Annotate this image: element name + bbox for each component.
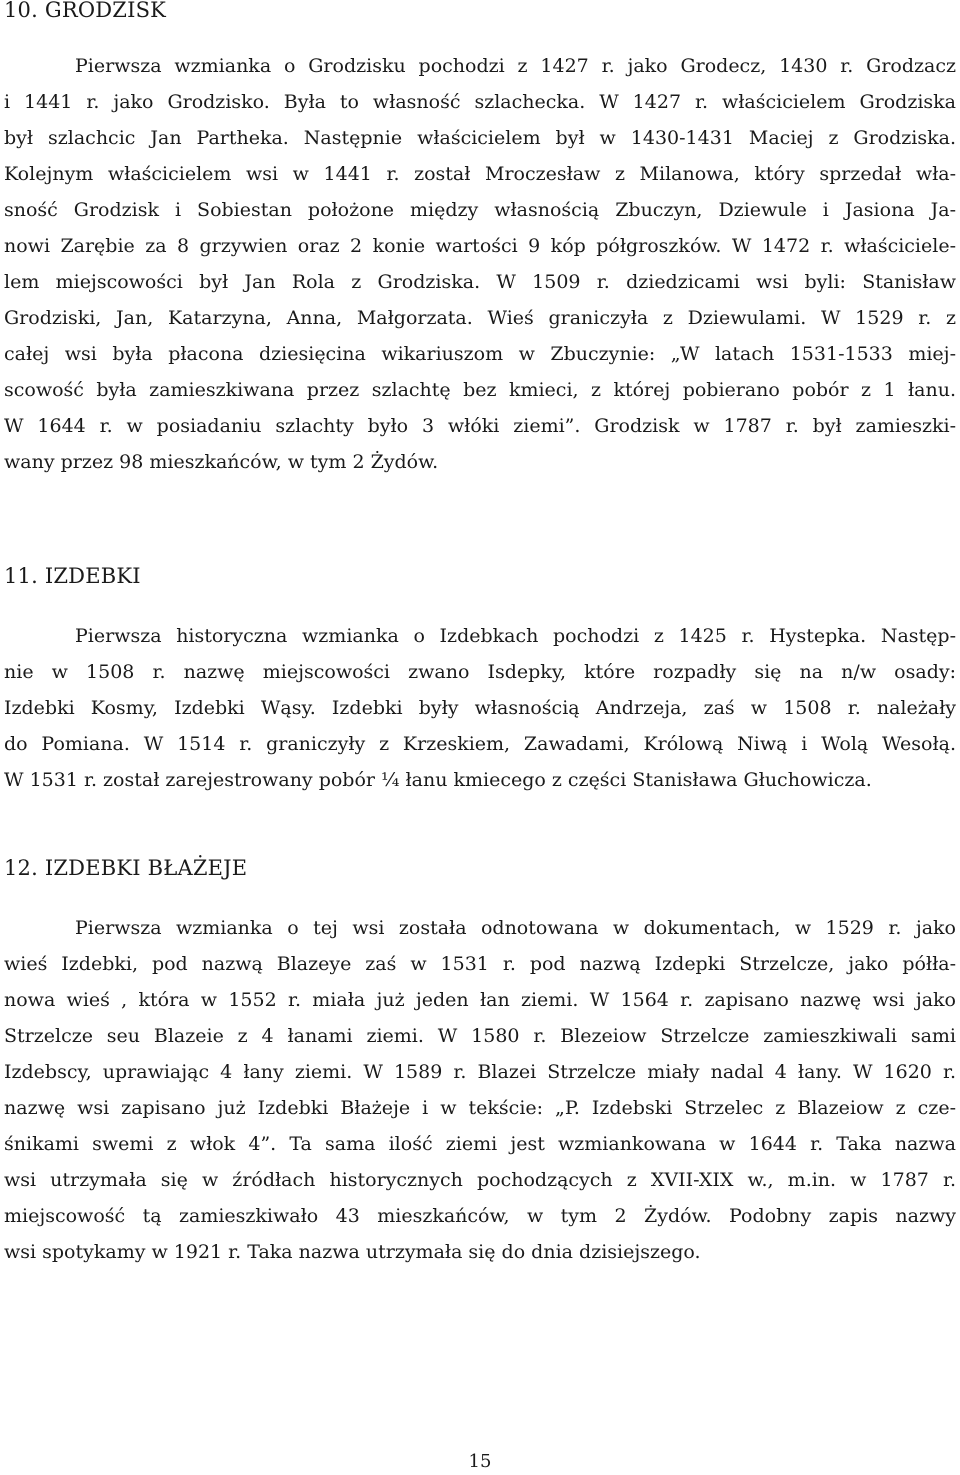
paragraph-line: scowość była zamieszkiwana przez szlachtę bez kmieci, z której pobierano pobór z 1 łanu. [4, 379, 956, 401]
paragraph-line: W 1531 r. został zarejestrowany pobór ¼ łanu kmiecego z części Stanisława Głuchowicza. [4, 769, 872, 791]
paragraph-line: Strzelcze seu Blazeie z 4 łanami ziemi. W 1580 r. Blezeiow Strzelcze zamieszkiwali sami [4, 1025, 956, 1047]
paragraph-line: miejscowość tą zamieszkiwało 43 mieszkańców, w tym 2 Żydów. Podobny zapis nazwy [4, 1205, 956, 1227]
page-number: 15 [468, 1451, 492, 1472]
paragraph-line: wieś Izdebki, pod nazwą Blazeye zaś w 1531 r. pod nazwą Izdepki Strzelcze, jako półła- [4, 953, 956, 975]
paragraph-line: Izdebki Kosmy, Izdebki Wąsy. Izdebki były własnością Andrzeja, zaś w 1508 r. należały [4, 697, 956, 719]
paragraph-line: całej wsi była płacona dziesięcina wikariuszom w Zbuczynie: „W latach 1531-1533 miej- [4, 343, 956, 365]
paragraph-line: Pierwsza wzmianka o tej wsi została odnotowana w dokumentach, w 1529 r. jako [75, 917, 956, 939]
paragraph-line: i 1441 r. jako Grodzisko. Była to własność szlachecka. W 1427 r. właścicielem Grodziska [4, 91, 956, 113]
paragraph-line: nowi Zarębie za 8 grzywien oraz 2 konie wartości 9 kóp półgroszków. W 1472 r. właściciele- [4, 235, 956, 257]
paragraph-line: wany przez 98 mieszkańców, w tym 2 Żydów. [4, 451, 439, 473]
section-heading-izdebki: 11. IZDEBKI [4, 564, 141, 588]
paragraph-line: wsi spotykamy w 1921 r. Taka nazwa utrzymała się do dnia dzisiejszego. [4, 1241, 701, 1263]
paragraph-line: Grodziski, Jan, Katarzyna, Anna, Małgorzata. Wieś graniczyła z Dziewulami. W 1529 r. z [4, 307, 956, 329]
paragraph-line: lem miejscowości był Jan Rola z Grodziska. W 1509 r. dziedzicami wsi byli: Stanisław [4, 271, 956, 293]
section-heading-izdebki-blazeje: 12. IZDEBKI BŁAŻEJE [4, 856, 248, 880]
paragraph-line: Kolejnym właścicielem wsi w 1441 r. został Mroczesław z Milanowa, który sprzedał wła- [4, 163, 956, 185]
paragraph-line: W 1644 r. w posiadaniu szlachty było 3 włóki ziemi”. Grodzisk w 1787 r. był zamieszki- [4, 415, 956, 437]
paragraph-line: był szlachcic Jan Partheka. Następnie właścicielem był w 1430-1431 Maciej z Grodziska. [4, 127, 956, 149]
paragraph-line: śnikami swemi z włok 4”. Ta sama ilość ziemi jest wzmiankowana w 1644 r. Taka nazwa [4, 1133, 956, 1155]
paragraph-line: Pierwsza historyczna wzmianka o Izdebkach pochodzi z 1425 r. Hystepka. Następ- [75, 625, 956, 647]
paragraph-line: Pierwsza wzmianka o Grodzisku pochodzi z 1427 r. jako Grodecz, 1430 r. Grodzacz [75, 55, 956, 77]
paragraph-line: nowa wieś , która w 1552 r. miała już jeden łan ziemi. W 1564 r. zapisano nazwę wsi jako [4, 989, 956, 1011]
section-heading-grodzisk: 10. GRODZISK [4, 0, 167, 22]
paragraph-line: wsi utrzymała się w źródłach historycznych pochodzących z XVII-XIX w., m.in. w 1787 r. [4, 1169, 956, 1191]
paragraph-line: do Pomiana. W 1514 r. graniczyły z Krzeskiem, Zawadami, Królową Niwą i Wolą Wesołą. [4, 733, 956, 755]
paragraph-line: nazwę wsi zapisano już Izdebki Błażeje i w tekście: „P. Izdebski Strzelec z Blazeiow z cze- [4, 1097, 956, 1119]
paragraph-line: Izdebscy, uprawiając 4 łany ziemi. W 1589 r. Blazei Strzelcze miały nadal 4 łany. W 1620 r. [4, 1061, 956, 1083]
paragraph-line: sność Grodzisk i Sobiestan położone między własnością Zbuczyn, Dziewule i Jasiona Ja- [4, 199, 956, 221]
paragraph-line: nie w 1508 r. nazwę miejscowości zwano Isdepky, które rozpadły się na n/w osady: [4, 661, 956, 683]
